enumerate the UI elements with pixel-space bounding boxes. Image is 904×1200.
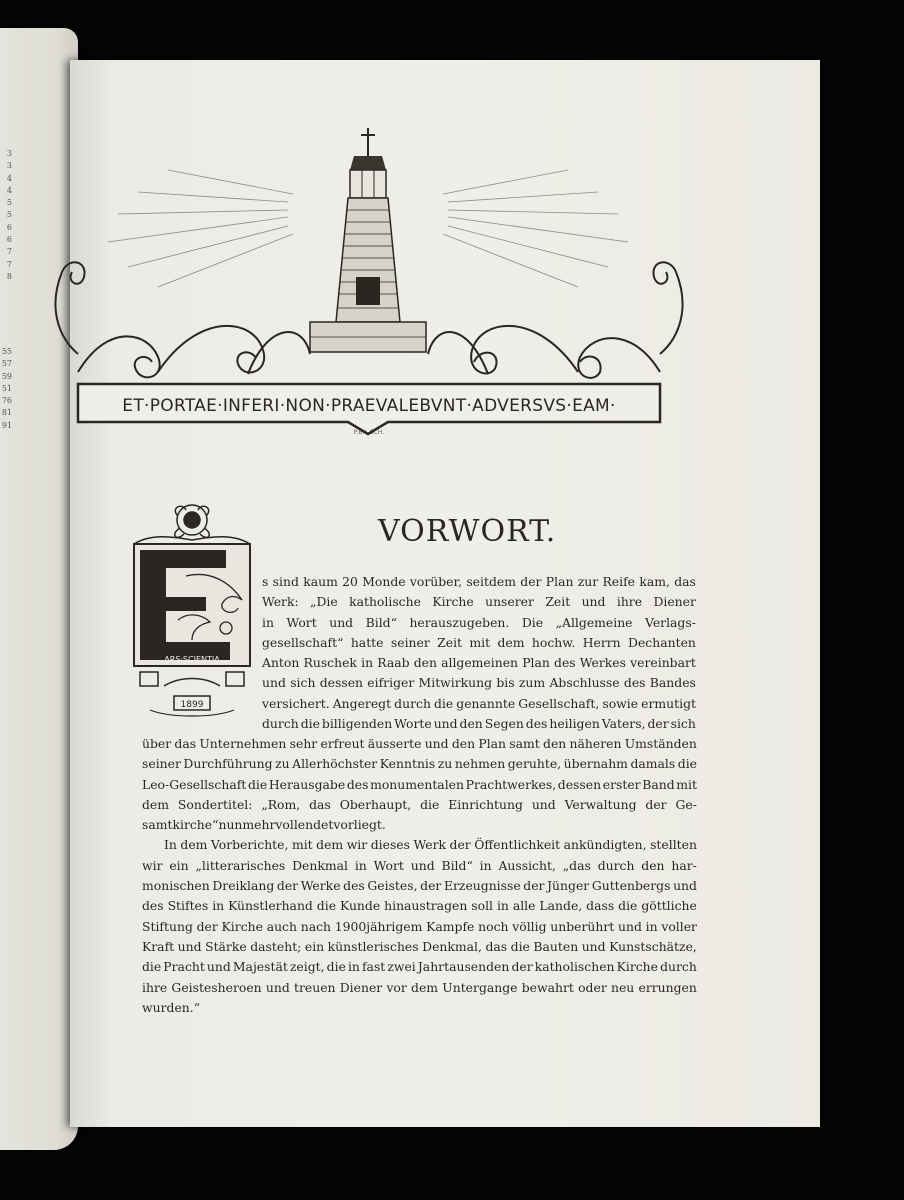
text-line: versichert. Angeregt durch die genannte Gesellschaft, sowie ermutigt bbox=[262, 695, 696, 711]
text-line: die Pracht und Majestät zeigt, die in fast zwei Jahrtausenden der katholischen Kirche durch bbox=[142, 959, 697, 975]
text-line: wir ein „litterarisches Denkmal in Wort und Bild“ in Aussicht, „das durch den har- bbox=[142, 857, 697, 873]
text-line: monischen Dreiklang der Werke des Geistes, der Erzeugnisse der Jünger Guttenbergs und bbox=[142, 878, 697, 894]
text-line: samtkirche“ nunmehr vollendet vorliegt. bbox=[142, 817, 386, 833]
text-line: über das Unternehmen sehr erfreut äusserte und den Plan samt den näheren Umständen bbox=[142, 736, 697, 751]
text-line: gesellschaft“ hatte seiner Zeit mit dem hochw. Herrn Dechanten bbox=[262, 634, 696, 650]
preface-text-block-1 bbox=[262, 572, 696, 734]
text-line: des Stiftes in Künstlerhand die Kunde hinaustragen soll in alle Lande, dass die göttliche bbox=[142, 898, 697, 914]
initial-scroll-text: ARS·SCIENTIA bbox=[164, 655, 220, 664]
text-line: und sich dessen eifriger Mitwirkung bis zum Abschlusse des Bandes bbox=[262, 675, 696, 691]
preface-text-block-2 bbox=[142, 734, 697, 1018]
text-line: durch die billigenden Worte und den Segen des heiligen Vaters, der sich bbox=[262, 716, 696, 732]
text-line: dem Sondertitel: „Rom, das Oberhaupt, die Einrichtung und Verwaltung der Ge- bbox=[142, 796, 697, 812]
lighthouse-icon bbox=[310, 128, 426, 352]
banner-motto: ET·PORTAE·INFERI·NON·PRAEVALEBVNT·ADVERSVS·EAM· bbox=[122, 396, 616, 416]
text-line: in Wort und Bild“ herauszugeben. Die „Allgemeine Verlags- bbox=[262, 614, 696, 630]
text-line: wurden.“ bbox=[142, 999, 201, 1015]
text-line: ihre Geistesheroen und treuen Diener vor dem Untergange bewahrt oder neu errungen bbox=[142, 979, 697, 995]
text-line: In dem Vorberichte, mit dem wir dieses Werk der Öffentlichkeit ankündigten, stellten bbox=[164, 837, 697, 853]
text-line: Kraft und Stärke dasteht; ein künstlerisches Denkmal, das die Bauten und Kunstschätze, bbox=[142, 938, 697, 954]
text-line: Anton Ruschek in Raab den allgemeinen Plan des Werkes vereinbart bbox=[262, 655, 696, 671]
text-line: Stiftung der Kirche auch nach 1900jährigem Kampfe noch völlig unberührt und in voller bbox=[142, 918, 697, 934]
initial-year: 1899 bbox=[180, 700, 204, 710]
page-title: VORWORT. bbox=[378, 514, 557, 549]
decorated-initial bbox=[130, 500, 254, 720]
banner-signature: P.B.I. SCH. bbox=[353, 429, 385, 436]
left-page-numbers-top: 3 3 4 4 5 5 6 6 7 7 8 bbox=[6, 149, 12, 281]
text-line: s sind kaum 20 Monde vorüber, seitdem der Plan zur Reife kam, das bbox=[262, 574, 696, 589]
text-line: Werk: „Die katholische Kirche unserer Zeit und ihre Diener bbox=[262, 594, 696, 610]
text-line: seiner Durchführung zu Allerhöchster Kenntnis zu nehmen geruhte, übernahm damals die bbox=[142, 756, 697, 772]
decorative-banner bbox=[48, 122, 690, 438]
text-line: Leo-Gesellschaft die Herausgabe des monumentalen Prachtwerkes, dessen erster Band mit bbox=[142, 776, 697, 792]
left-page-numbers-bottom: 55 57 59 51 76 81 91 bbox=[1, 347, 12, 430]
flower-ornament-icon bbox=[134, 505, 250, 544]
